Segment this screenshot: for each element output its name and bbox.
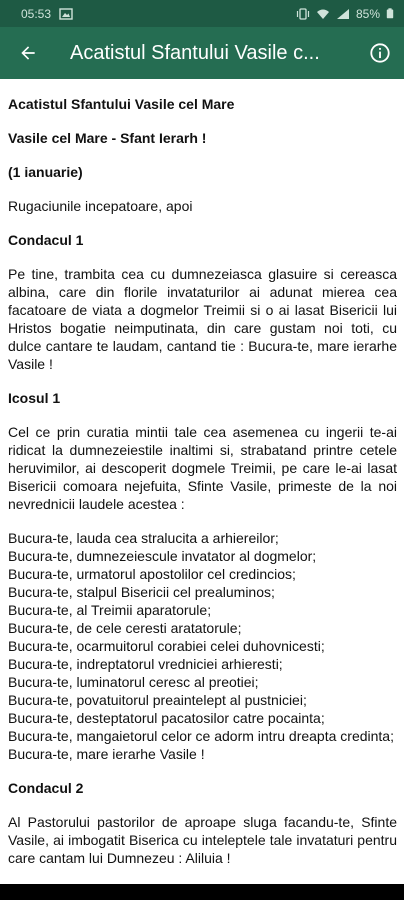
condac-1-heading: Condacul 1 — [8, 232, 84, 248]
app-title: Acatistul Sfantului Vasile c... — [70, 41, 320, 64]
status-bar — [0, 0, 404, 27]
condac-2-heading: Condacul 2 — [8, 780, 84, 796]
wifi-icon — [316, 8, 330, 20]
status-time: 05:53 — [21, 6, 52, 21]
icos-1-text: Cel ce prin curatia mintii tale cea asemenea cu ingerii te-ai ridicat la dumnezeiestile inaltimi si, strabatand printre cetele heruvimilor, ai descoperit dogmele Treimii, pe care le-ai lasat Bisericii comoara nejefuita, Sfinte Vasile, primeste de la noi nevrednicii laudele acestea : — [8, 424, 397, 512]
condac-1-text: Pe tine, trambita cea cu dumnezeiasca glasuire si cereasca albina, care din florile invataturilor ai adunat mierea cea facatoare de viata a dogmelor Treimii si o ai lasat Bisericii lui Hristos bogatie neimputinata, din care gustam noi toti, cu dulce cantare te laudam, cantand tie : Bucura-te, mare ierarhe Vasile ! — [8, 266, 397, 372]
condac-2-text: Al Pastorului pastorilor de aproape sluga facandu-te, Sfinte Vasile, ai imbogatit Biserica cu inteleptele tale invataturi pentru care cantam lui Dumnezeu : Aliluia ! — [8, 814, 397, 866]
app-bar — [0, 27, 404, 79]
verse-line: Bucura-te, de cele ceresti aratatorule; — [8, 620, 242, 636]
verse-line: Bucura-te, desteptatorul pacatosilor catre pocainta; — [8, 710, 325, 726]
system-nav-bar — [0, 884, 404, 900]
verse-line: Bucura-te, mangaietorul celor ce adorm intru dreapta credinta; — [8, 728, 394, 744]
signal-icon — [336, 8, 350, 20]
verse-line: Bucura-te, povatuitorul preaintelept al pustniciei; — [8, 692, 307, 708]
icos-1-verses — [8, 529, 397, 763]
info-button[interactable] — [356, 27, 404, 79]
battery-icon — [386, 7, 394, 20]
verse-line: Bucura-te, al Treimii aparatorule; — [8, 602, 212, 618]
image-notification-icon — [59, 8, 73, 20]
verse-line: Bucura-te, lauda cea stralucita a arhiereilor; — [8, 530, 279, 546]
verse-line: Bucura-te, stalpul Bisericii cel prealuminos; — [8, 584, 275, 600]
icos-1-heading: Icosul 1 — [8, 390, 61, 406]
prayer-title: Acatistul Sfantului Vasile cel Mare — [8, 96, 235, 112]
verse-line: Bucura-te, urmatorul apostolilor cel credincios; — [8, 566, 296, 582]
back-button[interactable] — [0, 27, 56, 79]
verse-line: Bucura-te, mare ierarhe Vasile ! — [8, 746, 205, 762]
intro-text: Rugaciunile incepatoare, apoi — [8, 198, 193, 214]
verse-line: Bucura-te, luminatorul ceresc al preotiei; — [8, 674, 259, 690]
prayer-subtitle: Vasile cel Mare - Sfant Ierarh ! — [8, 130, 207, 146]
battery-percent: 85% — [355, 6, 380, 21]
info-icon — [369, 42, 391, 64]
verse-line: Bucura-te, dumnezeiescule invatator al dogmelor; — [8, 548, 317, 564]
verse-line: Bucura-te, indreptatorul vredniciei arhieresti; — [8, 656, 283, 672]
prayer-text[interactable] — [0, 79, 404, 884]
feast-date: (1 ianuarie) — [8, 164, 83, 180]
arrow-back-icon — [18, 43, 38, 63]
verse-line: Bucura-te, ocarmuitorul corabiei celei duhovnicesti; — [8, 638, 325, 654]
vibrate-icon — [296, 8, 310, 20]
